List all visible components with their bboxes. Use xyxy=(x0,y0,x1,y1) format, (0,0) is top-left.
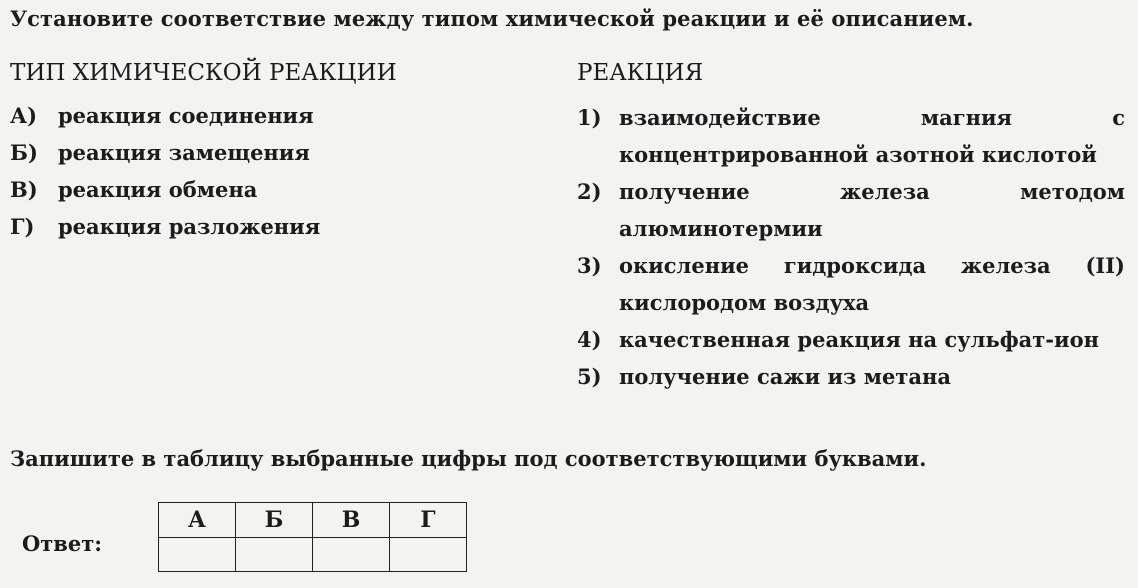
item-text: получение сажи из метана xyxy=(619,364,951,389)
list-item xyxy=(577,358,1125,395)
item-text: реакция разложения xyxy=(58,214,321,239)
list-item xyxy=(577,99,1125,173)
item-number: 1) xyxy=(577,105,602,130)
item-number: 3) xyxy=(577,253,602,278)
item-text: взаимодействие магния с концентрированной азотной кислотой xyxy=(619,105,1125,167)
item-text: реакция обмена xyxy=(58,177,258,202)
item-text: качественная реакция на сульфат-ион xyxy=(619,327,1099,352)
item-letter: В) xyxy=(10,177,38,202)
column-header-a: А xyxy=(159,503,236,538)
answer-cell-v[interactable] xyxy=(313,538,390,572)
column-header-b: Б xyxy=(236,503,313,538)
list-item xyxy=(577,321,1125,358)
item-text: окисление гидроксида железа (II) кислородом воздуха xyxy=(619,253,1125,315)
list-item xyxy=(577,247,1125,321)
item-letter: Г) xyxy=(10,214,35,239)
reaction-type-list xyxy=(10,102,320,250)
task-instruction: Установите соответствие между типом химической реакции и её описанием. xyxy=(10,6,974,31)
answer-cell-g[interactable] xyxy=(390,538,467,572)
answer-cell-b[interactable] xyxy=(236,538,313,572)
column-header-v: В xyxy=(313,503,390,538)
item-letter: Б) xyxy=(10,140,38,165)
answer-cell-a[interactable] xyxy=(159,538,236,572)
table-header-row xyxy=(159,503,467,538)
list-item xyxy=(10,213,320,250)
list-item xyxy=(10,176,320,213)
list-item xyxy=(10,102,320,139)
reaction-heading: РЕАКЦИЯ xyxy=(577,60,704,86)
item-text: получение железа методом алюминотермии xyxy=(619,179,1125,241)
item-letter: А) xyxy=(10,103,38,128)
answer-label: Ответ: xyxy=(22,531,103,556)
item-number: 4) xyxy=(577,327,602,352)
item-text: реакция соединения xyxy=(58,103,314,128)
reaction-type-heading: ТИП ХИМИЧЕСКОЙ РЕАКЦИИ xyxy=(10,60,397,86)
item-text: реакция замещения xyxy=(58,140,310,165)
reaction-list xyxy=(577,99,1125,395)
column-header-g: Г xyxy=(390,503,467,538)
table-answer-row xyxy=(159,538,467,572)
list-item xyxy=(577,173,1125,247)
list-item xyxy=(10,139,320,176)
table-instruction: Запишите в таблицу выбранные цифры под соответствующими буквами. xyxy=(10,446,927,471)
item-number: 2) xyxy=(577,179,602,204)
item-number: 5) xyxy=(577,364,602,389)
answer-table xyxy=(158,502,467,572)
